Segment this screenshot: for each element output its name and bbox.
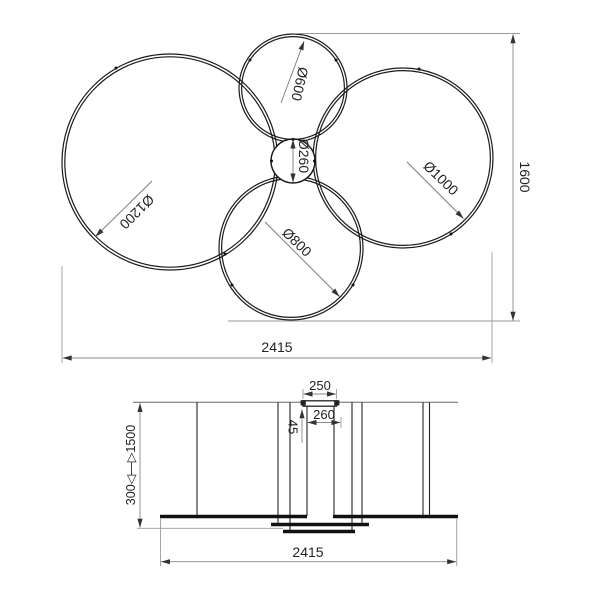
dim-label-overall-width: 2415: [261, 339, 293, 355]
dim-label-canopy-width: 250: [309, 378, 331, 393]
ring-1200-outline: [62, 54, 278, 270]
attachment-dot: [249, 59, 252, 62]
canopy-end-block: [301, 400, 306, 405]
canopy-end-block: [334, 400, 339, 405]
dim-label-overall-height: 1600: [517, 161, 533, 193]
dim-label-ring-1200: Ø1200: [116, 191, 158, 233]
attachment-dot: [418, 68, 421, 71]
ceiling-canopy: [303, 401, 337, 406]
side-view: [124, 378, 458, 566]
attachment-dot: [115, 67, 118, 70]
dim-label-ring-600: Ø600: [288, 65, 312, 103]
attachment-dot: [270, 160, 273, 163]
dim-label-hub-260: Ø260: [296, 138, 312, 174]
attachment-dot: [450, 233, 453, 236]
dim-label-ring-1000: Ø1000: [420, 157, 462, 199]
dim-label-rod-spacing: 260: [313, 407, 335, 422]
attachment-dot: [313, 160, 316, 163]
ring-1000-outline: [313, 68, 493, 248]
attachment-dot: [352, 284, 355, 287]
dim-label-ring-800: Ø800: [279, 224, 315, 260]
attachment-dot: [231, 284, 234, 287]
attachment-dot: [335, 59, 338, 62]
top-view: [62, 34, 533, 364]
dim-label-suspension-range: 300◁—▷1500: [124, 424, 138, 506]
dim-label-canopy-drop: 45: [285, 419, 301, 435]
leader-ring-800: [265, 222, 340, 297]
dim-label-side-overall-width: 2415: [292, 544, 324, 560]
attachment-dot: [224, 253, 227, 256]
ring-side-profiles: [160, 517, 458, 532]
